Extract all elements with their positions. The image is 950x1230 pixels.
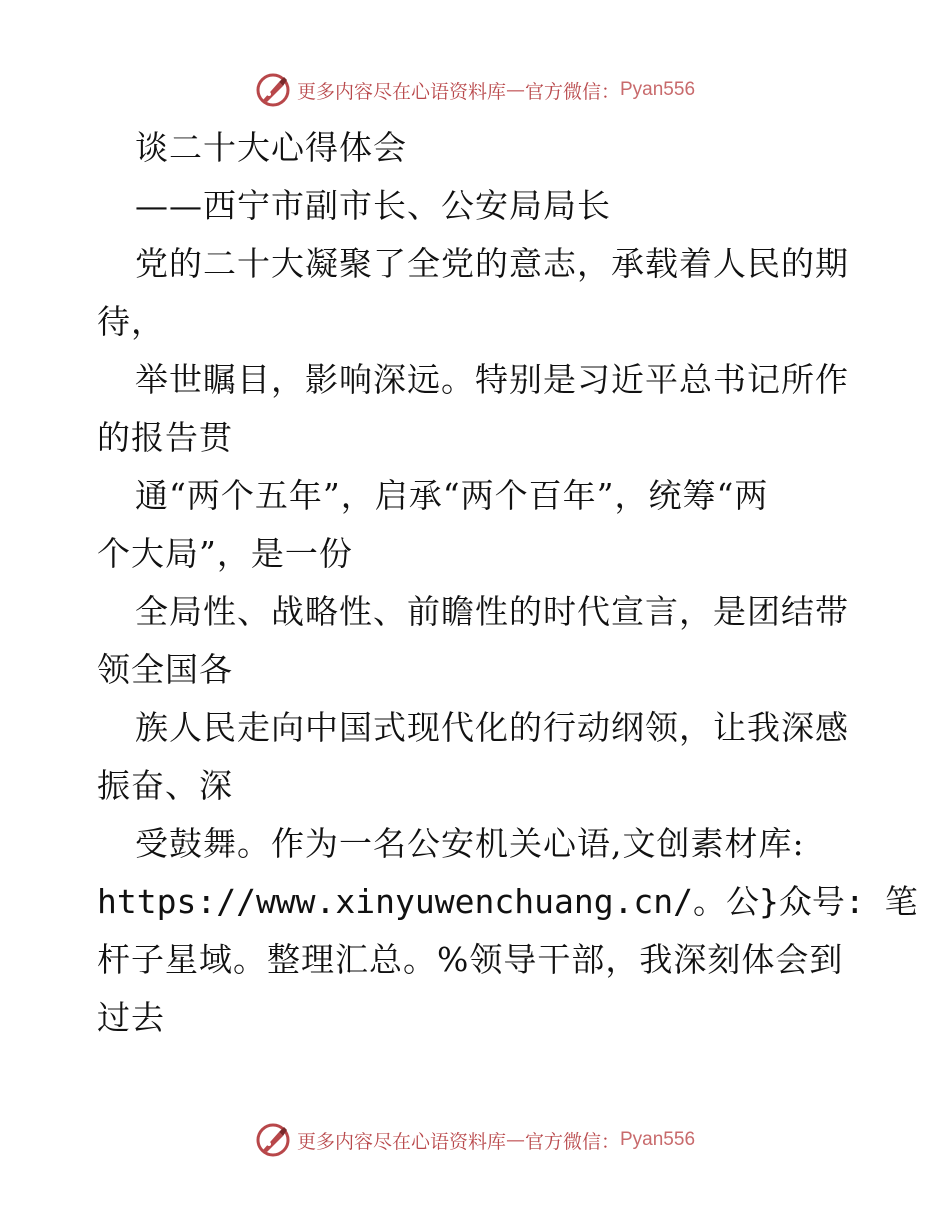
paragraph-line: 杆子星域。整理汇总。%领导干部，我深刻体会到 [97, 940, 844, 979]
banner-text: 更多内容尽在心语资料库 [296, 1130, 506, 1153]
banner-separator: — [505, 79, 525, 101]
paragraph-line: 举世瞩目，影响深远。特别是习近平总书记所作 [135, 360, 849, 399]
banner-wechat-id: Pyan556 [620, 1129, 696, 1150]
paragraph-line: 受鼓舞。作为一名公安机关心语,文创素材库: [135, 824, 805, 863]
paragraph-line: 的报告贯 [97, 418, 233, 457]
document-title: 谈二十大心得体会 [135, 128, 407, 167]
banner-official-label: 官方微信： [524, 80, 620, 103]
pen-logo-icon [255, 1122, 291, 1158]
paragraph-line: 个大局”，是一份 [97, 534, 353, 573]
paragraph-line: 待， [97, 302, 165, 341]
paragraph-line-url: https://www.xinyuwenchuang.cn/。公}众号: 笔 [97, 882, 918, 921]
banner-official-label: 官方微信： [524, 1130, 620, 1153]
paragraph-line: 党的二十大凝聚了全党的意志，承载着人民的期 [135, 244, 849, 283]
paragraph-line: 过去 [97, 998, 165, 1037]
pen-logo-icon [255, 72, 291, 108]
banner-separator: — [505, 1129, 525, 1151]
banner-text: 更多内容尽在心语资料库 [296, 80, 506, 103]
document-subtitle: ——西宁市副市长、公安局局长 [135, 186, 611, 225]
header-banner [0, 70, 950, 110]
paragraph-line: 振奋、深 [97, 766, 233, 805]
paragraph-line: 族人民走向中国式现代化的行动纲领，让我深感 [135, 708, 849, 747]
footer-banner [0, 1120, 950, 1160]
document-body [97, 119, 918, 1047]
banner-wechat-id: Pyan556 [620, 79, 696, 100]
paragraph-line: 领全国各 [97, 650, 233, 689]
paragraph-line: 通“两个五年”，启承“两个百年”，统筹“两 [135, 476, 769, 515]
paragraph-line: 全局性、战略性、前瞻性的时代宣言，是团结带 [135, 592, 849, 631]
